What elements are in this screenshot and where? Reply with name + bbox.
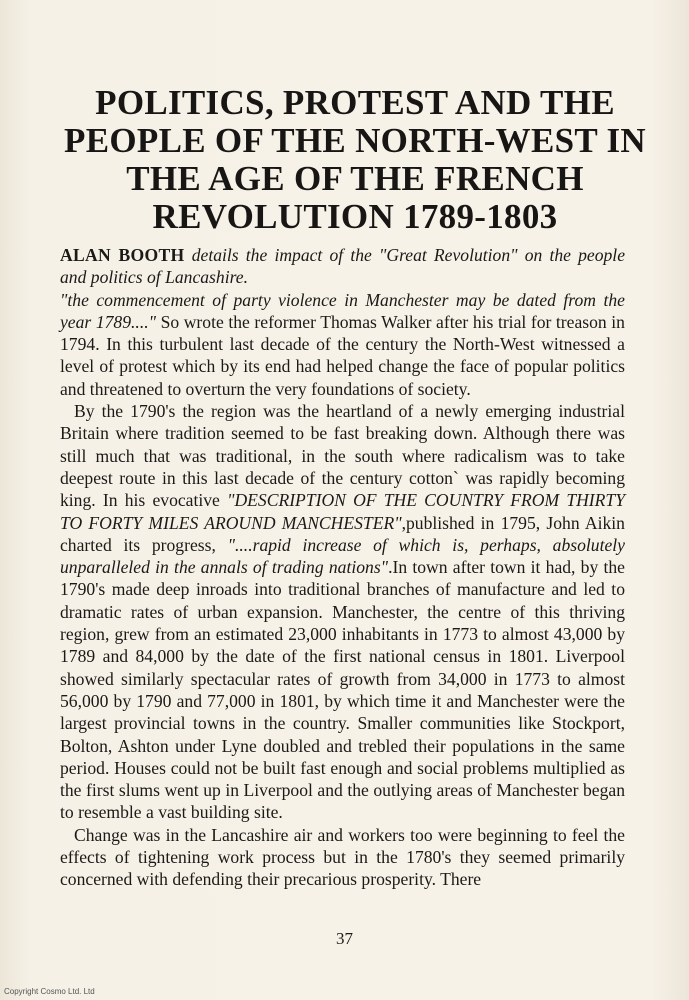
- paragraph-2: [60, 400, 625, 824]
- paragraph-2-part-e: .In town after town it had, by the 1790's made deep inroads into traditional branches of manufacture and led to dramatic rates of urban expansion. Manchester, the centre of this thriving region, grew from an estimated 23,000 inhabitants in 1773 to almost 43,000 by 1789 and 84,000 by the date of the first national census in 1801. Liverpool showed similarly spectacular rates of growth from 34,000 in 1773 to almost 56,000 by 1790 and 77,000 in 1801, by which time it and Manchester were the largest provincial towns in the country. Smaller communities like Stockport, Bolton, Ashton under Lyne doubled and trebled their populations in the same period. Houses could not be built fast enough and social problems multiplied as the first slums went up in Liverpool and the outlying areas of Manchester began to resemble a vast building site.: [60, 557, 625, 823]
- title-line-3: THE AGE OF THE FRENCH: [126, 159, 584, 198]
- copyright-notice: Copyright Cosmo Ltd. Ltd: [4, 987, 95, 996]
- standfirst: [60, 244, 625, 289]
- title-line-1: POLITICS, PROTEST AND THE: [95, 83, 615, 122]
- title-line-2: PEOPLE OF THE NORTH-WEST IN: [64, 121, 646, 160]
- opening-quote: "the commencement of party violence in Manchester may be dated from the year 1789....": [60, 289, 625, 332]
- paragraph-1-text: So wrote the reformer Thomas Walker after his trial for treason in 1794. In this turbulent last decade of the century the North-West witnessed a level of protest which by its end had helped change the face of popular politics and threatened to overturn the very foundations of society.: [60, 311, 625, 399]
- paragraph-3: Change was in the Lancashire air and workers too were beginning to feel the effects of tightening work process but in the 1780's they seemed primarily concerned with defending their precarious prosperity. There: [60, 824, 625, 890]
- paragraph-2-part-a: By the 1790's the region was the heartland of a newly emerging industrial Britain where tradition seemed to be fast breaking down. Although there was still much that was traditional, in the south where radicalism was to take deepest route in this last decade of the century cotton` was rapidly becoming king. In his evocative: [60, 401, 625, 511]
- title-line-4: REVOLUTION 1789-1803: [152, 197, 558, 236]
- paragraph-1: [60, 289, 625, 400]
- article-body: [60, 244, 625, 891]
- paragraph-2-part-c: ,published in 1795, John Aikin charted its progress,: [60, 512, 625, 555]
- article-title: [60, 84, 650, 236]
- aikin-book-title: "DESCRIPTION OF THE COUNTRY FROM THIRTY TO FORTY MILES AROUND MANCHESTER": [60, 490, 625, 533]
- aikin-quote: "....rapid increase of which is, perhaps, absolutely unparalleled in the annals of trading nations": [60, 534, 625, 578]
- author-name: ALAN BOOTH: [60, 245, 185, 265]
- page-number: 37: [336, 929, 353, 948]
- standfirst-text: details the impact of the "Great Revolution" on the people and politics of Lancashire.: [60, 245, 626, 288]
